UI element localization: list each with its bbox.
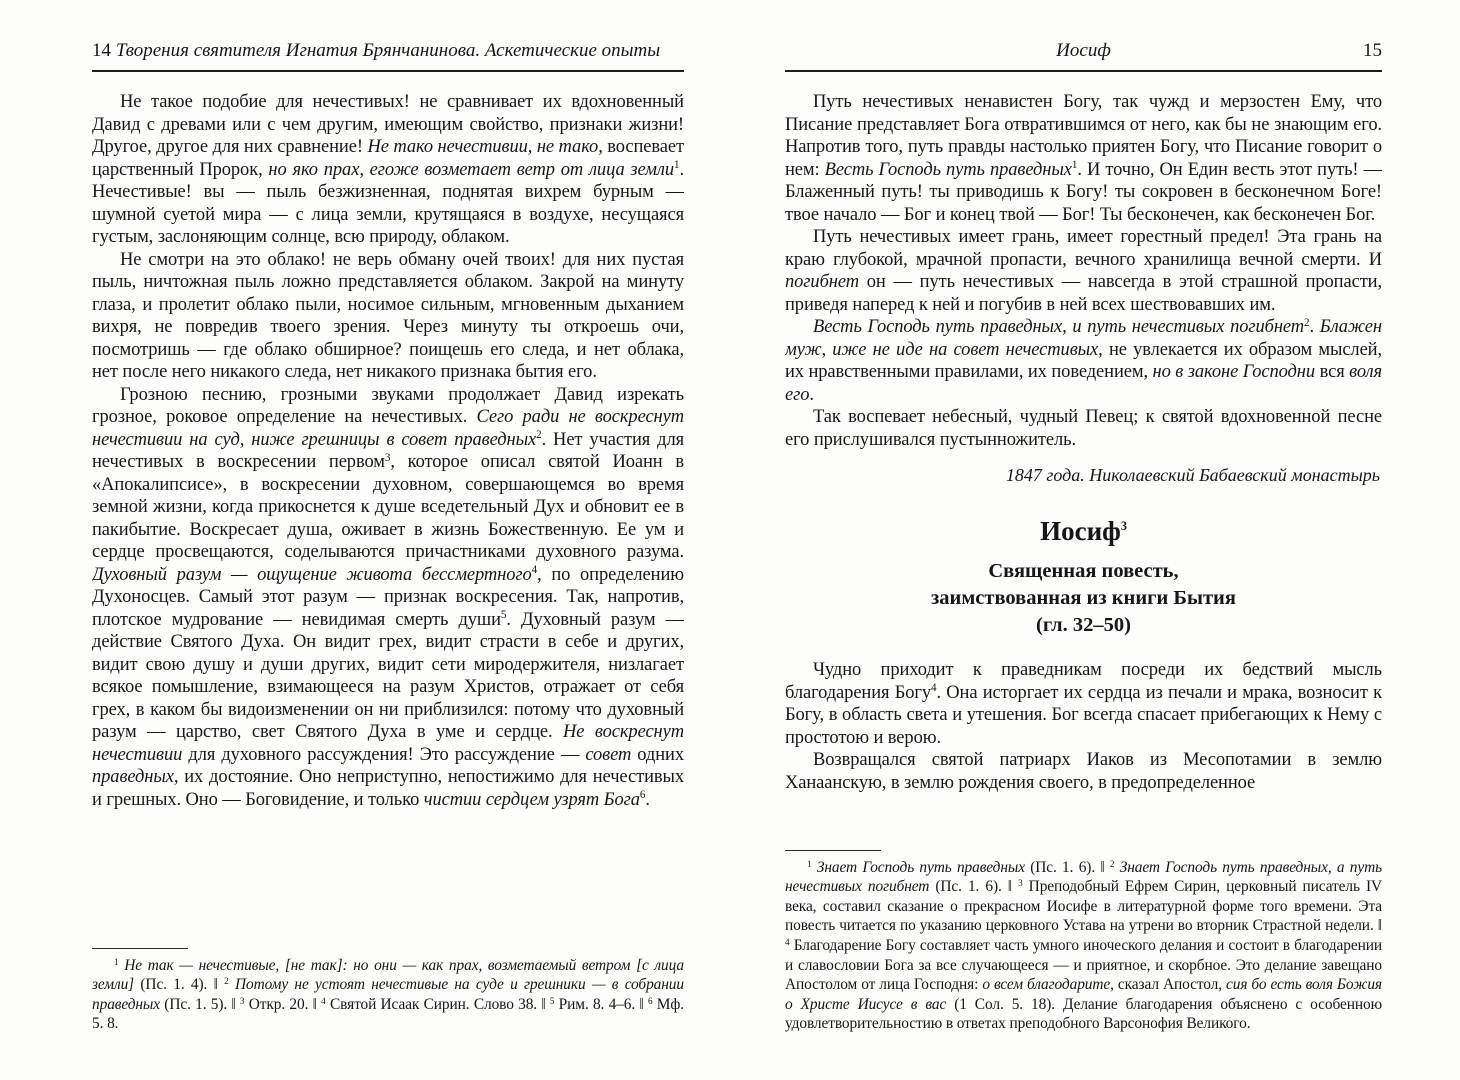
footnotes <box>785 850 1382 1034</box>
dateline: 1847 года. Николаевский Бабаевский монастырь <box>1005 465 1380 485</box>
chapter-subtitle-line: заимствованная из книги Бытия <box>931 587 1236 609</box>
paragraph: Не такое подобие для нечестивых! не сравнивает их вдохновенный Давид с древами или с чем другим, имеющим свойство, признаки жизни! Другое, другое для них сравнение! Не тако нечестивии, не тако, воспевает царственный Пророк, но яко прах, егоже возметает ветр от лица земли$^1$. Нечестивые! вы — пыль безжизненная, поднятая вихрем бурным — шумной суетой мира — с лица земли, крутящаяся в воздухе, несущаяся густым, заслоняющим солнце, всю природу, облаком. <box>92 92 684 247</box>
page-14 <box>92 38 684 1034</box>
paragraph: Путь нечестивых имеет грань, имеет горестный предел! Эта грань на краю глубокой, мрачной пропасти, вечного хранилища вечной смерти. И погибнет он — путь нечестивых — навсегда в этой страшной пропасти, приведя наперед к ней и погубив в ней всех шествовавших им. <box>785 227 1382 315</box>
page-body <box>785 91 1382 794</box>
header-rule <box>785 70 1382 72</box>
paragraph: Весть Господь путь праведных, и путь нечестивых погибнет$^2$. Блажен муж, иже не иде на совет нечестивых, не увлекается их образом мыслей, их нравственными правилами, их поведением, но в законе Господни вся воля его. <box>785 316 1382 405</box>
paragraph: Грозною песнию, грозными звуками продолжает Давид изрекать грозное, роковое определение на нечестивых. Сего ради не воскреснут нечестивии на суд, ниже грешницы в совет праведных$^2$. Нет участия для нечестивых в воскресении первом$^3$, которое описал святой Иоанн в «Апокалипсисе», в воскресении духовном, совершающемся во время земной жизни, когда прикоснется к душе вседетельный Дух и обновит ее в пакибытие. Воскресает душа, оживает в жизнь Божественную. Ее ум и сердце просвещаются, соделываются причастниками духовного разума. Духовный разум — ощущение живота бессмертного$^4$, по определению Духоносцев. Самый этот разум — признак воскресения. Так, напротив, плотское мудрование — невидимая смерть души$^5$. Духовный разум — действие Святого Духа. Он видит грех, видит страсти в себе и других, видит свою душу и души других, видит сети миродержителя, низлагает всякое помышление, взимающееся на разум Христов, отражает от себя грех, в каком бы видоизменении он ни приблизился: потому что духовный разум — царство, свет Святого Духа в уме и сердце. Не воскреснут нечестивии для духовного рассуждения! Это рассуждение — совет одних праведных, их достояние. Оно неприступно, непостижимо для нечестивых и грешных. Оно — Боговидение, и только чистии сердцем узрят Бога$^6$. <box>92 384 684 810</box>
footnotes <box>92 948 684 1034</box>
chapter-subtitle-line: Священная повесть, <box>988 560 1179 582</box>
footnote-text: $^1$ Знает Господь путь праведных (Пс. 1. 6). ‖ $^2$ Знает Господь путь праведных, а путь нечестивых погибнет (Пс. 1. 6). ‖ $^3$ Преподобный Ефрем Сирин, церковный писатель IV века, составил сказание о прекрасном Иосифе в литературной форме того времени. Эта повесть читается по указанию церковного Устава на утрени во вторник Страстной недели. ‖ $^4$ Благодарение Богу составляет часть умного иноческого делания и состоит в благодарении и славословии Бога за все случающееся — и приятное, и скорбное. Это делание завещано Апостолом от лица Господня: о всем благодарите, сказал Апостол, сия бо есть воля Божия о Христе Иисусе в вас (1 Сол. 5. 18). Делание благодарения объяснено с особенною удовлетворительностию в ответах преподобного Варсонофия Великого. <box>785 858 1382 1033</box>
chapter-title-text: Иосиф <box>1040 516 1121 546</box>
footnote-text: $^1$ Не так — нечестивые, [не так]: но они — как прах, возметаемый ветром [с лица земли] (Пс. 1. 4). ‖ $^2$ Потому не устоят нечестивые на суде и грешники — в собрании праведных (Пс. 1. 5). ‖ $^3$ Откр. 20. ‖ $^4$ Святой Исаак Сирин. Слово 38. ‖ $^5$ Рим. 8. 4–6. ‖ $^6$ Мф. 5. 8. <box>92 956 684 1033</box>
page-15 <box>785 38 1382 1034</box>
running-title: Творения святителя Игнатия Брянчанинова. Аскетические опыты <box>115 40 661 61</box>
paragraph: Возвращался святой патриарх Иаков из Месопотамии в землю Ханаанскую, в землю рождения своего, в предопределенное <box>785 750 1382 793</box>
footnote-rule <box>785 850 881 851</box>
running-title: Иосиф <box>1056 40 1111 61</box>
chapter-subtitle-line: (гл. 32–50) <box>1036 614 1131 636</box>
paragraph: Так воспевает небесный, чудный Певец; к святой вдохновенной песне его прислушивался пустынножитель. <box>785 407 1382 450</box>
page-number: 14 <box>92 40 111 61</box>
chapter-title-footnote-ref: 3 <box>1120 519 1127 534</box>
paragraph: Чудно приходит к праведникам посреди их бедствий мысль благодарения Богу$^4$. Она исторгает их сердца из печали и мрака, возносит к Богу, в область света и утешения. Бог всегда спасает прибегающих к Нему с простотою и верою. <box>785 660 1382 748</box>
page-number: 15 <box>1363 40 1382 61</box>
paragraph: Путь нечестивых ненавистен Богу, так чужд и мерзостен Ему, что Писание представляет Бога отвратившимся от него, как бы не знающим его. Напротив того, путь правды настолько приятен Богу, что Писание говорит о нем: Весть Господь путь праведных$^1$. И точно, Он Един весть этот путь! — Блаженный путь! ты приводишь к Богу! ты сокровен в бесконечном Боге! твое начало — Бог и конец твой — Бог! Ты бесконечен, как бесконечен Бог. <box>785 92 1382 225</box>
chapter-subtitle <box>785 558 1382 639</box>
page-body <box>92 91 684 811</box>
header-rule <box>92 70 684 72</box>
page-header-right <box>785 38 1382 63</box>
paragraph: Не смотри на это облако! не верь обману очей твоих! для них пустая пыль, ничтожная пыль ложно представляется облаком. Закрой на минуту глаза, и пролетит облако пыли, носимое сильным, мгновенным дыханием вихря, не повредив твоего зрения. Через минуту ты откроешь очи, посмотришь — где облако обширное? поищешь его следа, и нет облака, нет после него никакого следа, нет никакого признака бытия его. <box>92 249 684 382</box>
footnote-rule <box>92 948 188 949</box>
chapter-title <box>785 516 1382 546</box>
page-header-left <box>92 38 684 63</box>
